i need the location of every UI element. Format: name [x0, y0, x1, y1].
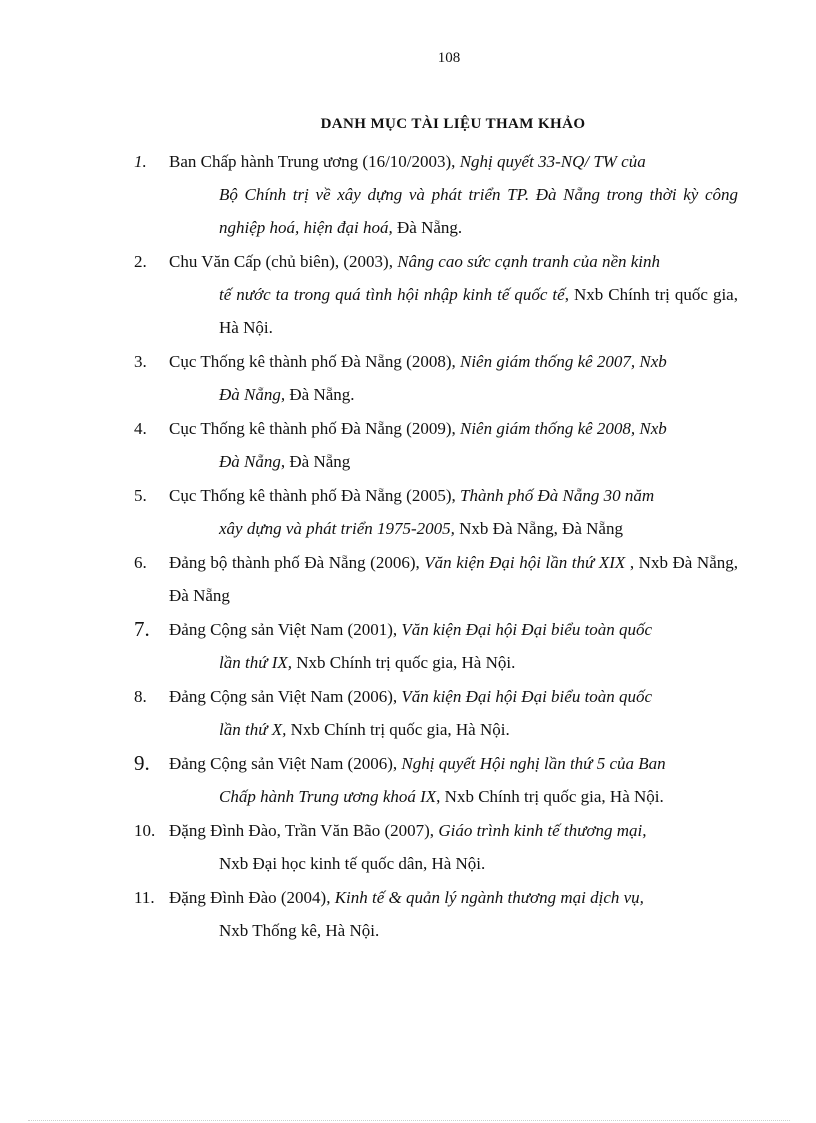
- footer-divider: [28, 1120, 790, 1121]
- reference-author-year: Cục Thống kê thành phố Đà Nẵng (2005),: [169, 486, 460, 505]
- reference-item: [134, 814, 738, 880]
- reference-line-2: [134, 445, 738, 478]
- reference-item: [134, 412, 738, 478]
- reference-author-year: Đặng Đình Đào, Trần Văn Bão (2007),: [169, 821, 439, 840]
- reference-publisher: Nxb Chính trị quốc gia, Hà Nội.: [292, 653, 516, 672]
- reference-line-1: [134, 881, 738, 914]
- reference-list: [134, 145, 738, 948]
- reference-line-1: [134, 145, 738, 178]
- reference-item: [134, 345, 738, 411]
- reference-list-heading: DANH MỤC TÀI LIỆU THAM KHẢO: [320, 116, 586, 132]
- reference-line-2: [134, 780, 738, 813]
- reference-number: 2.: [134, 252, 147, 271]
- reference-line-2: [134, 914, 738, 947]
- reference-publisher: Nxb Đại học kinh tế quốc dân, Hà Nội.: [219, 854, 486, 873]
- reference-title-cont: Bộ Chính trị về xây dựng và phát triển TP. Đà Nẵng trong thời kỳ công nghiệp hoá, hiện đại hoá,: [219, 185, 738, 237]
- reference-line-2: [134, 178, 738, 244]
- reference-item: [134, 546, 738, 612]
- reference-line-1: [134, 613, 738, 646]
- reference-title: Nghị quyết 33-NQ/ TW của: [459, 152, 646, 171]
- reference-publisher: Nxb Chính trị quốc gia, Hà Nội.: [286, 720, 510, 739]
- reference-author-year: Chu Văn Cấp (chủ biên), (2003),: [169, 252, 398, 271]
- reference-item: [134, 245, 738, 344]
- reference-item: [134, 881, 738, 947]
- reference-publisher: Đà Nẵng.: [392, 218, 463, 237]
- reference-title: Nâng cao sức cạnh tranh của nền kinh: [397, 252, 661, 271]
- reference-number: 6.: [134, 553, 147, 572]
- reference-number: 8.: [134, 687, 147, 706]
- reference-publisher: Nxb Thống kê, Hà Nội.: [219, 921, 380, 940]
- reference-author-year: Cục Thống kê thành phố Đà Nẵng (2009),: [169, 419, 460, 438]
- reference-number: 9.: [134, 751, 150, 775]
- reference-number: 11.: [134, 888, 155, 907]
- reference-title: Giáo trình kinh tế thương mại,: [438, 821, 647, 840]
- reference-number: 3.: [134, 352, 147, 371]
- reference-number: 4.: [134, 419, 147, 438]
- reference-author-year: Ban Chấp hành Trung ương (16/10/2003),: [169, 152, 460, 171]
- reference-author-year: Đảng bộ thành phố Đà Nẵng (2006),: [169, 553, 425, 572]
- reference-item: [134, 145, 738, 244]
- reference-publisher: , Nxb Chính trị quốc gia, Hà Nội.: [436, 787, 664, 806]
- page-number: 108: [437, 50, 461, 66]
- reference-author-year: Đảng Cộng sản Việt Nam (2006),: [169, 754, 402, 773]
- reference-item: [134, 680, 738, 746]
- reference-number: 7.: [134, 617, 150, 641]
- reference-title: Thành phố Đà Nẵng 30 năm: [460, 486, 655, 505]
- reference-title-cont: Đà Nẵng,: [219, 385, 286, 404]
- reference-line-1: [134, 747, 738, 780]
- reference-title-cont: xây dựng và phát triển 1975-2005,: [219, 519, 455, 538]
- reference-publisher: , Đà Nẵng: [280, 452, 351, 471]
- reference-title-cont: Chấp hành Trung ương khoá IX: [219, 787, 437, 806]
- reference-item: [134, 613, 738, 679]
- reference-number: 5.: [134, 486, 147, 505]
- reference-title: Văn kiện Đại hội Đại biểu toàn quốc: [401, 620, 653, 639]
- reference-title: Văn kiện Đại hội lần thứ XIX: [424, 553, 626, 572]
- reference-title: Nghị quyết Hội nghị lần thứ 5 của Ban: [401, 754, 666, 773]
- reference-line-1: [134, 479, 738, 512]
- reference-title: Niên giám thống kê 2007, Nxb: [460, 352, 667, 371]
- reference-title-cont: Đà Nẵng: [219, 452, 281, 471]
- reference-title: Kinh tế & quản lý ngành thương mại dịch vụ,: [334, 888, 644, 907]
- reference-publisher: Nxb Đà Nẵng, Đà Nẵng: [454, 519, 623, 538]
- reference-title-cont: tế nước ta trong quá tình hội nhập kinh tế quốc tế: [219, 285, 565, 304]
- reference-line-2: [134, 646, 738, 679]
- reference-line-1: [134, 680, 738, 713]
- reference-publisher: , Nxb Chính trị quốc gia, Hà Nội.: [219, 285, 738, 337]
- reference-line-2: [134, 847, 738, 880]
- reference-title-cont: lần thứ IX,: [219, 653, 293, 672]
- reference-title-cont: lần thứ X,: [219, 720, 287, 739]
- reference-line-1: [134, 814, 738, 847]
- reference-author-year: Đặng Đình Đào (2004),: [169, 888, 335, 907]
- reference-title: Niên giám thống kê 2008, Nxb: [460, 419, 667, 438]
- reference-line-2: [134, 512, 738, 545]
- reference-line-2: [134, 278, 738, 344]
- reference-line-2: [134, 378, 738, 411]
- reference-number: 1.: [134, 152, 147, 171]
- reference-number: 10.: [134, 821, 156, 840]
- reference-line-1: [134, 245, 738, 278]
- reference-line-2: [134, 713, 738, 746]
- reference-line-1: [134, 345, 738, 378]
- reference-publisher: Đà Nẵng.: [285, 385, 355, 404]
- reference-item: [134, 747, 738, 813]
- reference-line-1: [134, 412, 738, 445]
- reference-line-1: [134, 546, 738, 612]
- reference-item: [134, 479, 738, 545]
- reference-author-year: Cục Thống kê thành phố Đà Nẵng (2008),: [169, 352, 460, 371]
- reference-author-year: Đảng Cộng sản Việt Nam (2001),: [169, 620, 402, 639]
- reference-publisher: , Nxb Đà Nẵng, Đà Nẵng: [169, 553, 738, 605]
- reference-title: Văn kiện Đại hội Đại biểu toàn quốc: [401, 687, 653, 706]
- reference-author-year: Đảng Cộng sản Việt Nam (2006),: [169, 687, 402, 706]
